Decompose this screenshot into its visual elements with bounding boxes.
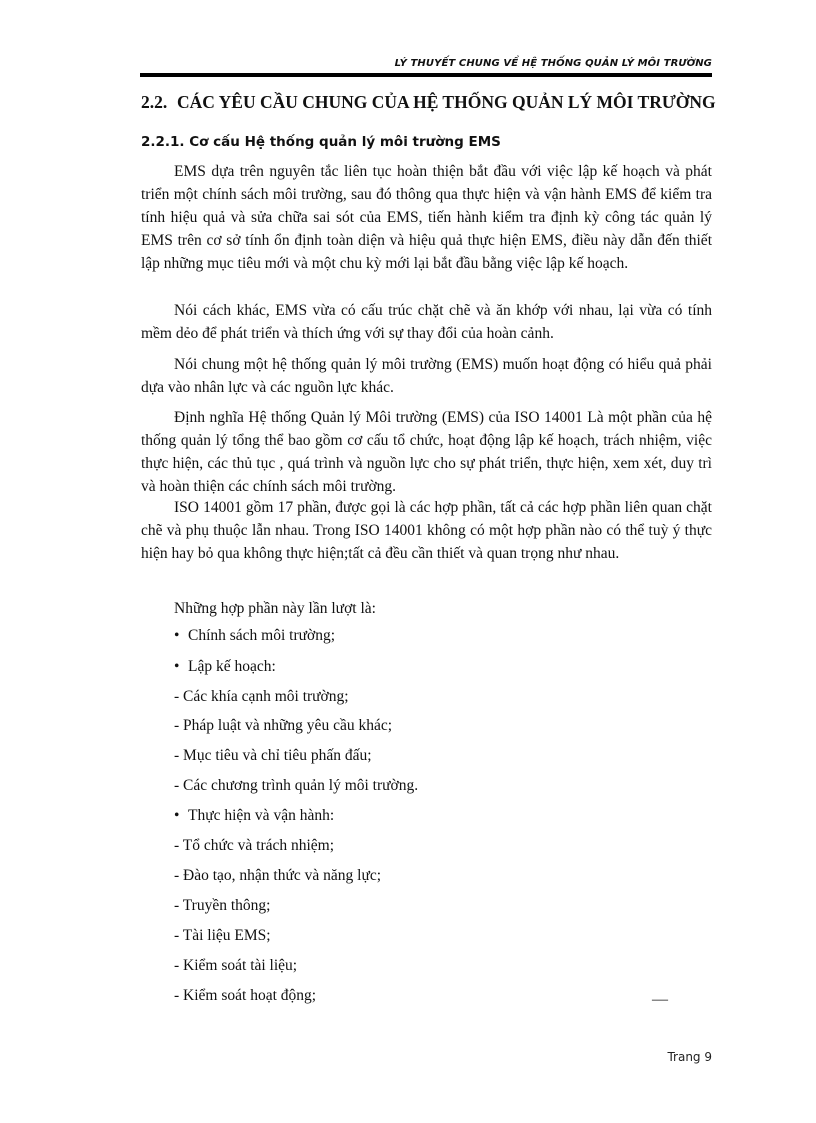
header-rule bbox=[140, 73, 712, 77]
list-item bbox=[174, 806, 334, 826]
section-heading bbox=[141, 92, 716, 113]
list-item bbox=[174, 776, 418, 796]
list-item bbox=[174, 926, 271, 946]
section-title: CÁC YÊU CẦU CHUNG CỦA HỆ THỐNG QUẢN LÝ MÔI TRƯỜNG bbox=[177, 92, 716, 112]
list-item bbox=[174, 657, 276, 677]
list-item bbox=[174, 986, 316, 1006]
list-item-text: Lập kế hoạch: bbox=[188, 658, 276, 675]
list-item bbox=[174, 866, 381, 886]
list-item-text: - Mục tiêu và chỉ tiêu phấn đấu; bbox=[174, 747, 372, 764]
list-item-text: - Kiểm soát hoạt động; bbox=[174, 987, 317, 1004]
paragraph-ems-structure: Nói cách khác, EMS vừa có cấu trúc chặt chẽ và ăn khớp với nhau, lại vừa có tính mềm dẻo để phát triển và thích ứng với sự thay đổi của hoàn cảnh. bbox=[141, 302, 712, 342]
paragraph-ems-definition: Định nghĩa Hệ thống Quản lý Môi trường (EMS) của ISO 14001 Là một phần của hệ thống quản lý tổng thể bao gồm cơ cấu tổ chức, hoạt động lập kế hoạch, trách nhiệm, việc thực hiện, các thủ tục , quá trình và nguồn lực cho sự phát triển, thực hiện, xem xét, duy trì và hoàn thiện các chính sách môi trường. bbox=[141, 409, 712, 495]
list-item-text: Chính sách môi trường; bbox=[188, 627, 336, 644]
bullet-marker: • bbox=[174, 627, 180, 644]
list-item bbox=[174, 626, 335, 646]
list-item-text: - Kiểm soát tài liệu; bbox=[174, 957, 298, 974]
section-number: 2.2. bbox=[141, 92, 168, 112]
bullet-marker: • bbox=[174, 658, 180, 675]
list-item bbox=[174, 836, 334, 856]
paragraph-ems-resources: Nói chung một hệ thống quản lý môi trường (EMS) muốn hoạt động có hiểu quả phải dựa vào nhân lực và các nguồn lực khác. bbox=[141, 356, 712, 396]
list-item-text: - Pháp luật và những yêu cầu khác; bbox=[174, 717, 393, 734]
list-item bbox=[174, 746, 372, 766]
page-dash: — bbox=[652, 991, 668, 1008]
list-item-text: Thực hiện và vận hành: bbox=[188, 807, 335, 824]
list-item-text: - Các chương trình quản lý môi trường. bbox=[174, 777, 419, 794]
paragraph-iso-components: ISO 14001 gồm 17 phần, được gọi là các hợp phần, tất cả các hợp phần liên quan chặt chẽ và phụ thuộc lẫn nhau. Trong ISO 14001 không có một hợp phần nào có thể tuỳ ý thực hiện hay bỏ qua không thực hiện;tất cả đều cần thiết và quan trọng như nhau. bbox=[141, 499, 712, 562]
list-item-text: - Tài liệu EMS; bbox=[174, 927, 271, 944]
list-item bbox=[174, 687, 349, 707]
list-item-text: - Các khía cạnh môi trường; bbox=[174, 688, 349, 705]
list-item-text: - Đào tạo, nhận thức và năng lực; bbox=[174, 867, 382, 884]
paragraph-ems-principle: EMS dựa trên nguyên tắc liên tục hoàn thiện bắt đầu với việc lập kế hoạch và phát triển một chính sách môi trường, sau đó thông qua thực hiện và vận hành EMS để kiểm tra tính hiệu quả và sửa chữa sai sót của EMS, tiến hành kiểm tra định kỳ công tác quản lý EMS trên cơ sở tính ổn định toàn diện và hiệu quả thực hiện EMS, điều này dẫn đến thiết lập những mục tiêu mới và một chu kỳ mới lại bắt đầu bằng việc lập kế hoạch. bbox=[141, 163, 712, 272]
list-item bbox=[174, 896, 270, 916]
list-item-text: - Truyền thông; bbox=[174, 897, 271, 914]
bullet-marker: • bbox=[174, 807, 180, 824]
list-item bbox=[174, 956, 297, 976]
running-header: LÝ THUYẾT CHUNG VỀ HỆ THỐNG QUẢN LÝ MÔI TRƯỜNG bbox=[394, 58, 712, 69]
paragraph-list-intro: Những hợp phần này lần lượt là: bbox=[174, 600, 376, 617]
list-item-text: - Tổ chức và trách nhiệm; bbox=[174, 837, 335, 854]
subsection-heading: 2.2.1. Cơ cấu Hệ thống quản lý môi trường EMS bbox=[141, 134, 501, 150]
list-item bbox=[174, 716, 392, 736]
page-number: Trang 9 bbox=[667, 1050, 712, 1064]
